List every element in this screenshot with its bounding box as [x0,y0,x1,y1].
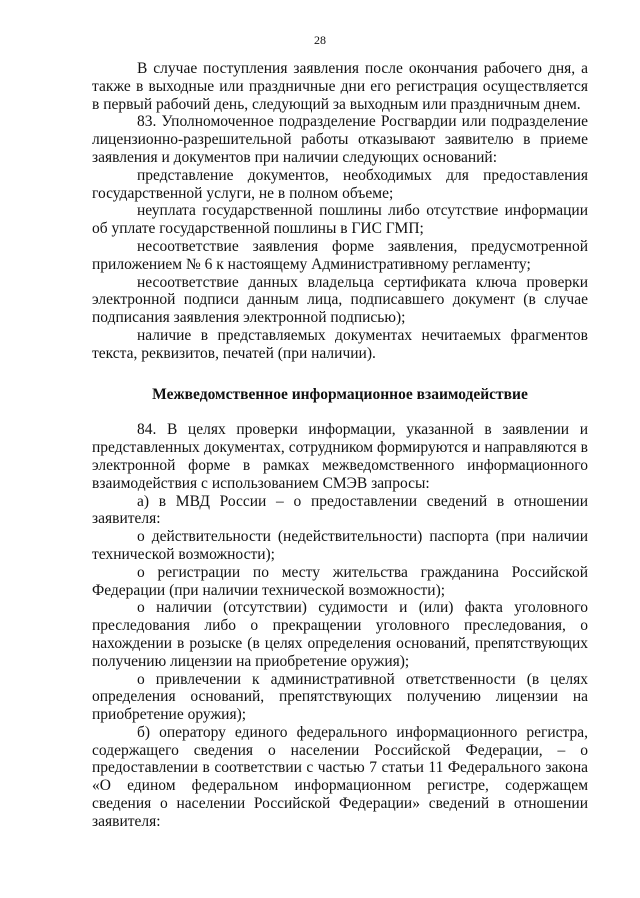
request-residence-registration: о регистрации по месту жительства гражданина Российской Федерации (при наличии технической возможности); [92,563,588,599]
paragraph-registration-timing: В случае поступления заявления после окончания рабочего дня, а также в выходные или праздничные дни его регистрация осуществляется в первый рабочий день, следующий за выходным или праздничным днем. [92,60,588,113]
ground-unpaid-fee: неуплата государственной пошлины либо отсутствие информации об уплате государственной пошлины в ГИС ГМП; [92,202,588,238]
request-passport-validity: о действительности (недействительности) паспорта (при наличии технической возможности); [92,528,588,563]
request-b-population-register: б) оператору единого федерального информационного регистра, содержащего сведения о населении Российской Федерации, – о предоставлении в соответствии с частью 7 статьи 11 Федерального закона «О едином федеральном информационном регистре, содержащем сведения о населении Российской Федерации» сведений в отношении заявителя: [92,723,588,830]
document-body [92,60,588,831]
request-administrative-liability: о привлечении к административной ответственности (в целях определения оснований, препятствующих получению лицензии на приобретение оружия); [92,670,588,724]
ground-form-mismatch: несоответствие заявления форме заявления, предусмотренной приложением № 6 к настоящему Административному регламенту; [92,237,588,273]
ground-signature-mismatch: несоответствие данных владельца сертификата ключа проверки электронной подписи данным лица, подписавшего документ (в случае подписания заявления электронной подписью); [92,273,588,327]
ground-incomplete-documents: представление документов, необходимых для предоставления государственной услуги, не в полном объеме; [92,166,588,202]
section-title: Межведомственное информационное взаимодействие [152,385,528,403]
ground-unreadable-fragments: наличие в представляемых документах нечитаемых фрагментов текста, реквизитов, печатей (при наличии). [92,326,588,362]
paragraph-84-requests: 84. В целях проверки информации, указанной в заявлении и представленных документах, сотрудником формируются и направляются в электронной форме в рамках межведомственного информационного взаимодействия с использованием СМЭВ запросы: [92,421,588,492]
request-a-mvd: а) в МВД России – о предоставлении сведений в отношении заявителя: [92,492,588,528]
paragraph-83-refusal-grounds: 83. Уполномоченное подразделение Росгвардии или подразделение лицензионно-разрешительной работы отказывают заявителю в приеме заявления и документов при наличии следующих оснований: [92,113,588,166]
request-criminal-record: о наличии (отсутствии) судимости и (или) факта уголовного преследования либо о прекращении уголовного преследования, о нахождении в розыске (в целях определения оснований, препятствующих получению лицензии на приобретение оружия); [92,599,588,670]
page-number: 28 [314,33,326,47]
